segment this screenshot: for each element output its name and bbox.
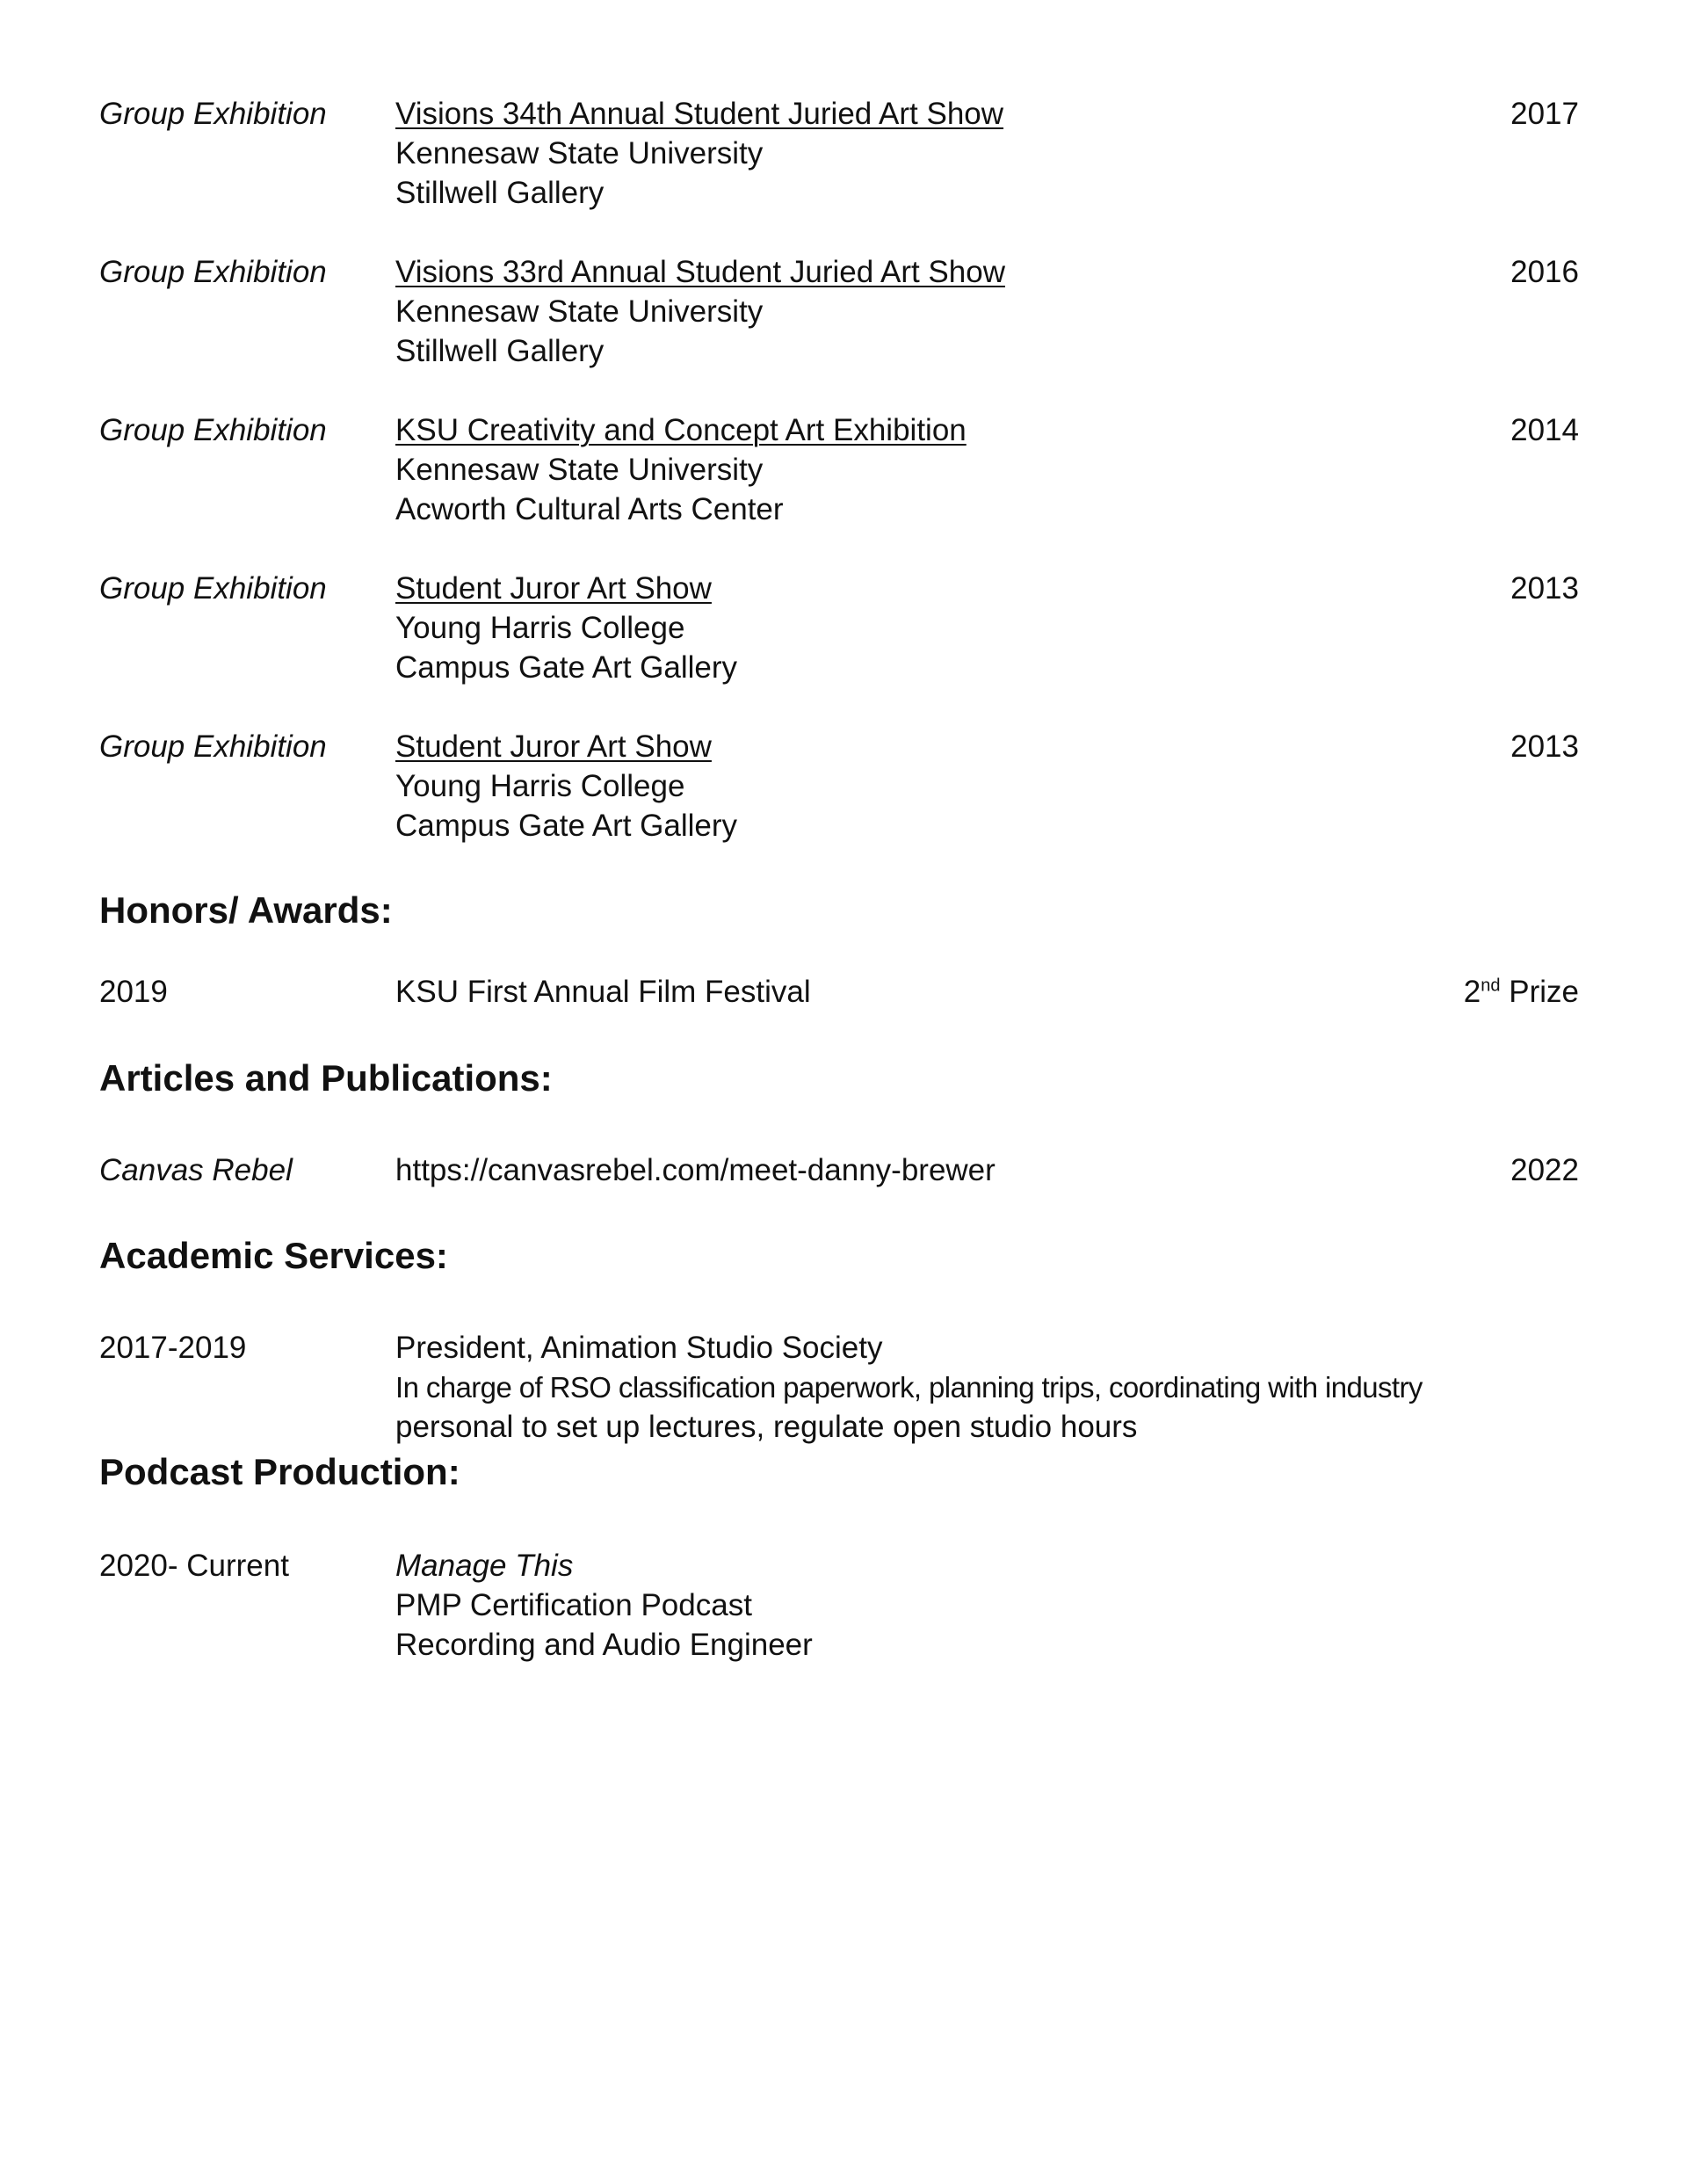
honor-prize (1464, 972, 1579, 1012)
prize-word: Prize (1509, 975, 1579, 1009)
article-details (395, 1150, 1450, 1190)
exhibition-title-link[interactable]: Student Juror Art Show (395, 729, 712, 764)
honors-heading: Honors/ Awards: (99, 889, 393, 931)
prize-number: 2 (1463, 975, 1481, 1009)
exhibition-title-link[interactable]: Visions 33rd Annual Student Juried Art Show (395, 255, 1005, 289)
article-year: 2022 (1510, 1153, 1579, 1187)
exhibition-venue: Campus Gate Art Gallery (395, 650, 738, 685)
podcast-details (395, 1546, 1450, 1665)
exhibition-institution: Young Harris College (395, 769, 685, 803)
article-url[interactable]: https://canvasrebel.com/meet-danny-brewer (395, 1153, 996, 1187)
exhibition-details (395, 410, 1450, 529)
exhibition-year: 2017 (1510, 97, 1579, 131)
exhibition-institution: Kennesaw State University (395, 136, 764, 171)
exhibition-institution: Kennesaw State University (395, 453, 764, 487)
exhibition-title-link[interactable]: Student Juror Art Show (395, 571, 712, 606)
exhibition-type: Group Exhibition (99, 255, 327, 289)
academic-details (395, 1328, 1450, 1447)
exhibition-details (395, 252, 1450, 371)
podcast-heading: Podcast Production: (99, 1451, 460, 1492)
exhibition-type: Group Exhibition (99, 97, 327, 131)
exhibition-details (395, 727, 1450, 845)
academic-description-line-1: In charge of RSO classification paperwork, planning trips, coordinating with industry (395, 1371, 1423, 1404)
academic-heading: Academic Services: (99, 1235, 448, 1276)
honor-year: 2019 (99, 975, 168, 1009)
exhibition-institution: Kennesaw State University (395, 294, 764, 329)
exhibition-year: 2013 (1510, 571, 1579, 606)
podcast-show-title: Manage This (395, 1549, 574, 1583)
exhibition-type: Group Exhibition (99, 413, 327, 447)
honor-details (395, 972, 1450, 1012)
exhibition-year: 2013 (1510, 729, 1579, 764)
exhibition-title-link[interactable]: KSU Creativity and Concept Art Exhibition (395, 413, 967, 447)
exhibition-year: 2016 (1510, 255, 1579, 289)
exhibition-venue: Stillwell Gallery (395, 176, 605, 210)
podcast-subtitle: PMP Certification Podcast (395, 1588, 752, 1622)
exhibition-details (395, 94, 1450, 213)
exhibition-year: 2014 (1510, 413, 1579, 447)
exhibition-venue: Stillwell Gallery (395, 334, 605, 368)
article-source: Canvas Rebel (99, 1153, 293, 1187)
podcast-role: Recording and Audio Engineer (395, 1628, 813, 1662)
exhibition-venue: Campus Gate Art Gallery (395, 809, 738, 843)
exhibition-type: Group Exhibition (99, 571, 327, 606)
exhibition-institution: Young Harris College (395, 611, 685, 645)
prize-suffix: nd (1481, 976, 1501, 996)
podcast-years: 2020- Current (99, 1549, 289, 1583)
exhibition-venue: Acworth Cultural Arts Center (395, 492, 784, 526)
academic-years: 2017-2019 (99, 1331, 247, 1365)
exhibition-type: Group Exhibition (99, 729, 327, 764)
academic-description-line-2: personal to set up lectures, regulate open studio hours (395, 1410, 1138, 1444)
exhibition-details (395, 569, 1450, 687)
academic-role: President, Animation Studio Society (395, 1331, 883, 1365)
articles-heading: Articles and Publications: (99, 1057, 553, 1099)
exhibition-title-link[interactable]: Visions 34th Annual Student Juried Art Show (395, 97, 1004, 131)
honor-title: KSU First Annual Film Festival (395, 975, 811, 1009)
